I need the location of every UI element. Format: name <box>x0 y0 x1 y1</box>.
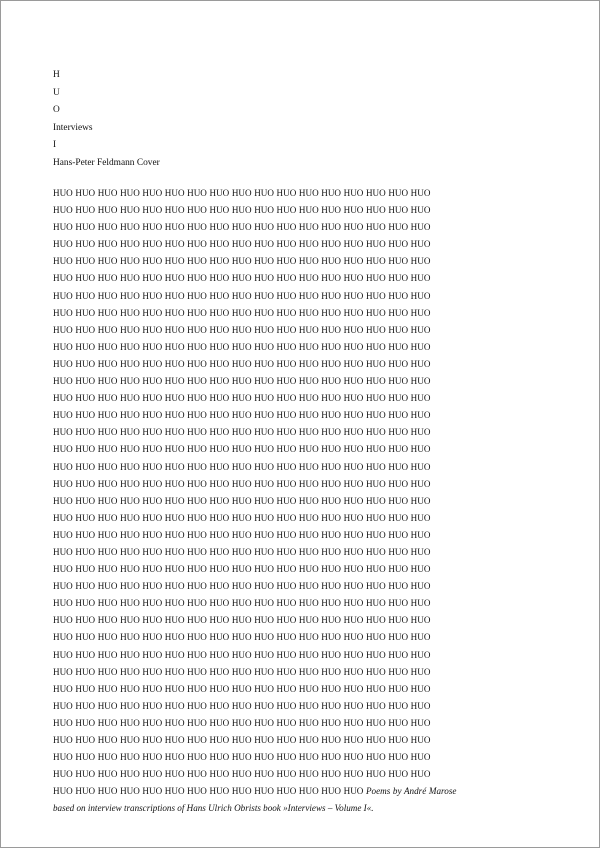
huo-line: HUO HUO HUO HUO HUO HUO HUO HUO HUO HUO HUO HUO HUO HUO HUO HUO HUO <box>53 290 431 301</box>
huo-line: HUO HUO HUO HUO HUO HUO HUO HUO HUO HUO HUO HUO HUO HUO HUO HUO HUO <box>53 239 431 250</box>
huo-line: HUO HUO HUO HUO HUO HUO HUO HUO HUO HUO HUO HUO HUO HUO HUO HUO HUO <box>53 769 431 780</box>
huo-line: HUO HUO HUO HUO HUO HUO HUO HUO HUO HUO HUO HUO HUO HUO HUO HUO HUO <box>53 632 431 643</box>
volume-numeral: I <box>53 140 57 150</box>
huo-line: HUO HUO HUO HUO HUO HUO HUO HUO HUO HUO HUO HUO HUO HUO HUO HUO HUO <box>53 188 431 198</box>
source-note: based on interview transcriptions of Hans Ulrich Obrists book »Interviews – Volume I«. <box>53 803 374 814</box>
huo-poem-block <box>53 185 457 817</box>
huo-line: HUO HUO HUO HUO HUO HUO HUO HUO HUO HUO HUO HUO HUO HUO HUO HUO HUO <box>53 205 431 216</box>
huo-line: HUO HUO HUO HUO HUO HUO HUO HUO HUO HUO HUO HUO HUO HUO HUO HUO HUO <box>53 717 431 728</box>
huo-line: HUO HUO HUO HUO HUO HUO HUO HUO HUO HUO HUO HUO HUO HUO HUO HUO HUO <box>53 615 431 626</box>
huo-line: HUO HUO HUO HUO HUO HUO HUO HUO HUO HUO HUO HUO HUO HUO HUO HUO HUO <box>53 512 431 523</box>
huo-line: HUO HUO HUO HUO HUO HUO HUO HUO HUO HUO HUO HUO HUO HUO HUO HUO HUO <box>53 324 431 335</box>
huo-line: HUO HUO HUO HUO HUO HUO HUO HUO HUO HUO HUO HUO HUO HUO HUO HUO HUO <box>53 735 431 745</box>
huo-line: HUO HUO HUO HUO HUO HUO HUO HUO HUO HUO HUO HUO HUO HUO HUO HUO HUO <box>53 341 431 352</box>
huo-line: HUO HUO HUO HUO HUO HUO HUO HUO HUO HUO HUO HUO HUO HUO HUO HUO HUO <box>53 700 431 711</box>
huo-line: HUO HUO HUO HUO HUO HUO HUO HUO HUO HUO HUO HUO HUO HUO HUO HUO HUO <box>53 358 431 369</box>
huo-line: HUO HUO HUO HUO HUO HUO HUO HUO HUO HUO HUO HUO HUO HUO HUO HUO HUO <box>53 444 431 455</box>
title-letter-o: O <box>53 105 60 115</box>
huo-final-line-text: HUO HUO HUO HUO HUO HUO HUO HUO HUO HUO HUO HUO HUO HUO <box>53 786 364 797</box>
huo-line: HUO HUO HUO HUO HUO HUO HUO HUO HUO HUO HUO HUO HUO HUO HUO HUO HUO <box>53 598 431 609</box>
poems-credit: Poems by André Marose <box>365 786 457 797</box>
huo-lines <box>53 185 453 783</box>
huo-line: HUO HUO HUO HUO HUO HUO HUO HUO HUO HUO HUO HUO HUO HUO HUO HUO HUO <box>53 666 431 677</box>
huo-line: HUO HUO HUO HUO HUO HUO HUO HUO HUO HUO HUO HUO HUO HUO HUO HUO HUO <box>53 546 431 557</box>
title-letter-h: H <box>53 70 60 80</box>
cover-credit: Hans-Peter Feldmann Cover <box>53 157 160 168</box>
huo-line: HUO HUO HUO HUO HUO HUO HUO HUO HUO HUO HUO HUO HUO HUO HUO HUO HUO <box>53 752 431 763</box>
huo-line: HUO HUO HUO HUO HUO HUO HUO HUO HUO HUO HUO HUO HUO HUO HUO HUO HUO <box>53 461 431 472</box>
huo-line: HUO HUO HUO HUO HUO HUO HUO HUO HUO HUO HUO HUO HUO HUO HUO HUO HUO <box>53 529 431 540</box>
title-letter-u: U <box>53 87 60 98</box>
huo-line: HUO HUO HUO HUO HUO HUO HUO HUO HUO HUO HUO HUO HUO HUO HUO HUO HUO <box>53 564 431 575</box>
title-block <box>53 67 160 172</box>
huo-line: HUO HUO HUO HUO HUO HUO HUO HUO HUO HUO HUO HUO HUO HUO HUO HUO HUO <box>53 495 431 506</box>
huo-line: HUO HUO HUO HUO HUO HUO HUO HUO HUO HUO HUO HUO HUO HUO HUO HUO HUO <box>53 273 431 284</box>
huo-line: HUO HUO HUO HUO HUO HUO HUO HUO HUO HUO HUO HUO HUO HUO HUO HUO HUO <box>53 683 431 694</box>
title-interviews: Interviews <box>53 122 93 133</box>
huo-line: HUO HUO HUO HUO HUO HUO HUO HUO HUO HUO HUO HUO HUO HUO HUO HUO HUO <box>53 649 431 660</box>
huo-line: HUO HUO HUO HUO HUO HUO HUO HUO HUO HUO HUO HUO HUO HUO HUO HUO HUO <box>53 393 431 404</box>
huo-line: HUO HUO HUO HUO HUO HUO HUO HUO HUO HUO HUO HUO HUO HUO HUO HUO HUO <box>53 478 431 489</box>
huo-line: HUO HUO HUO HUO HUO HUO HUO HUO HUO HUO HUO HUO HUO HUO HUO HUO HUO <box>53 222 431 233</box>
huo-line: HUO HUO HUO HUO HUO HUO HUO HUO HUO HUO HUO HUO HUO HUO HUO HUO HUO <box>53 256 431 267</box>
huo-line: HUO HUO HUO HUO HUO HUO HUO HUO HUO HUO HUO HUO HUO HUO HUO HUO HUO <box>53 410 431 421</box>
huo-line: HUO HUO HUO HUO HUO HUO HUO HUO HUO HUO HUO HUO HUO HUO HUO HUO HUO <box>53 376 431 387</box>
huo-line: HUO HUO HUO HUO HUO HUO HUO HUO HUO HUO HUO HUO HUO HUO HUO HUO HUO <box>53 581 431 592</box>
huo-line: HUO HUO HUO HUO HUO HUO HUO HUO HUO HUO HUO HUO HUO HUO HUO HUO HUO <box>53 427 431 438</box>
huo-line: HUO HUO HUO HUO HUO HUO HUO HUO HUO HUO HUO HUO HUO HUO HUO HUO HUO <box>53 307 431 318</box>
huo-final-line <box>53 783 457 800</box>
